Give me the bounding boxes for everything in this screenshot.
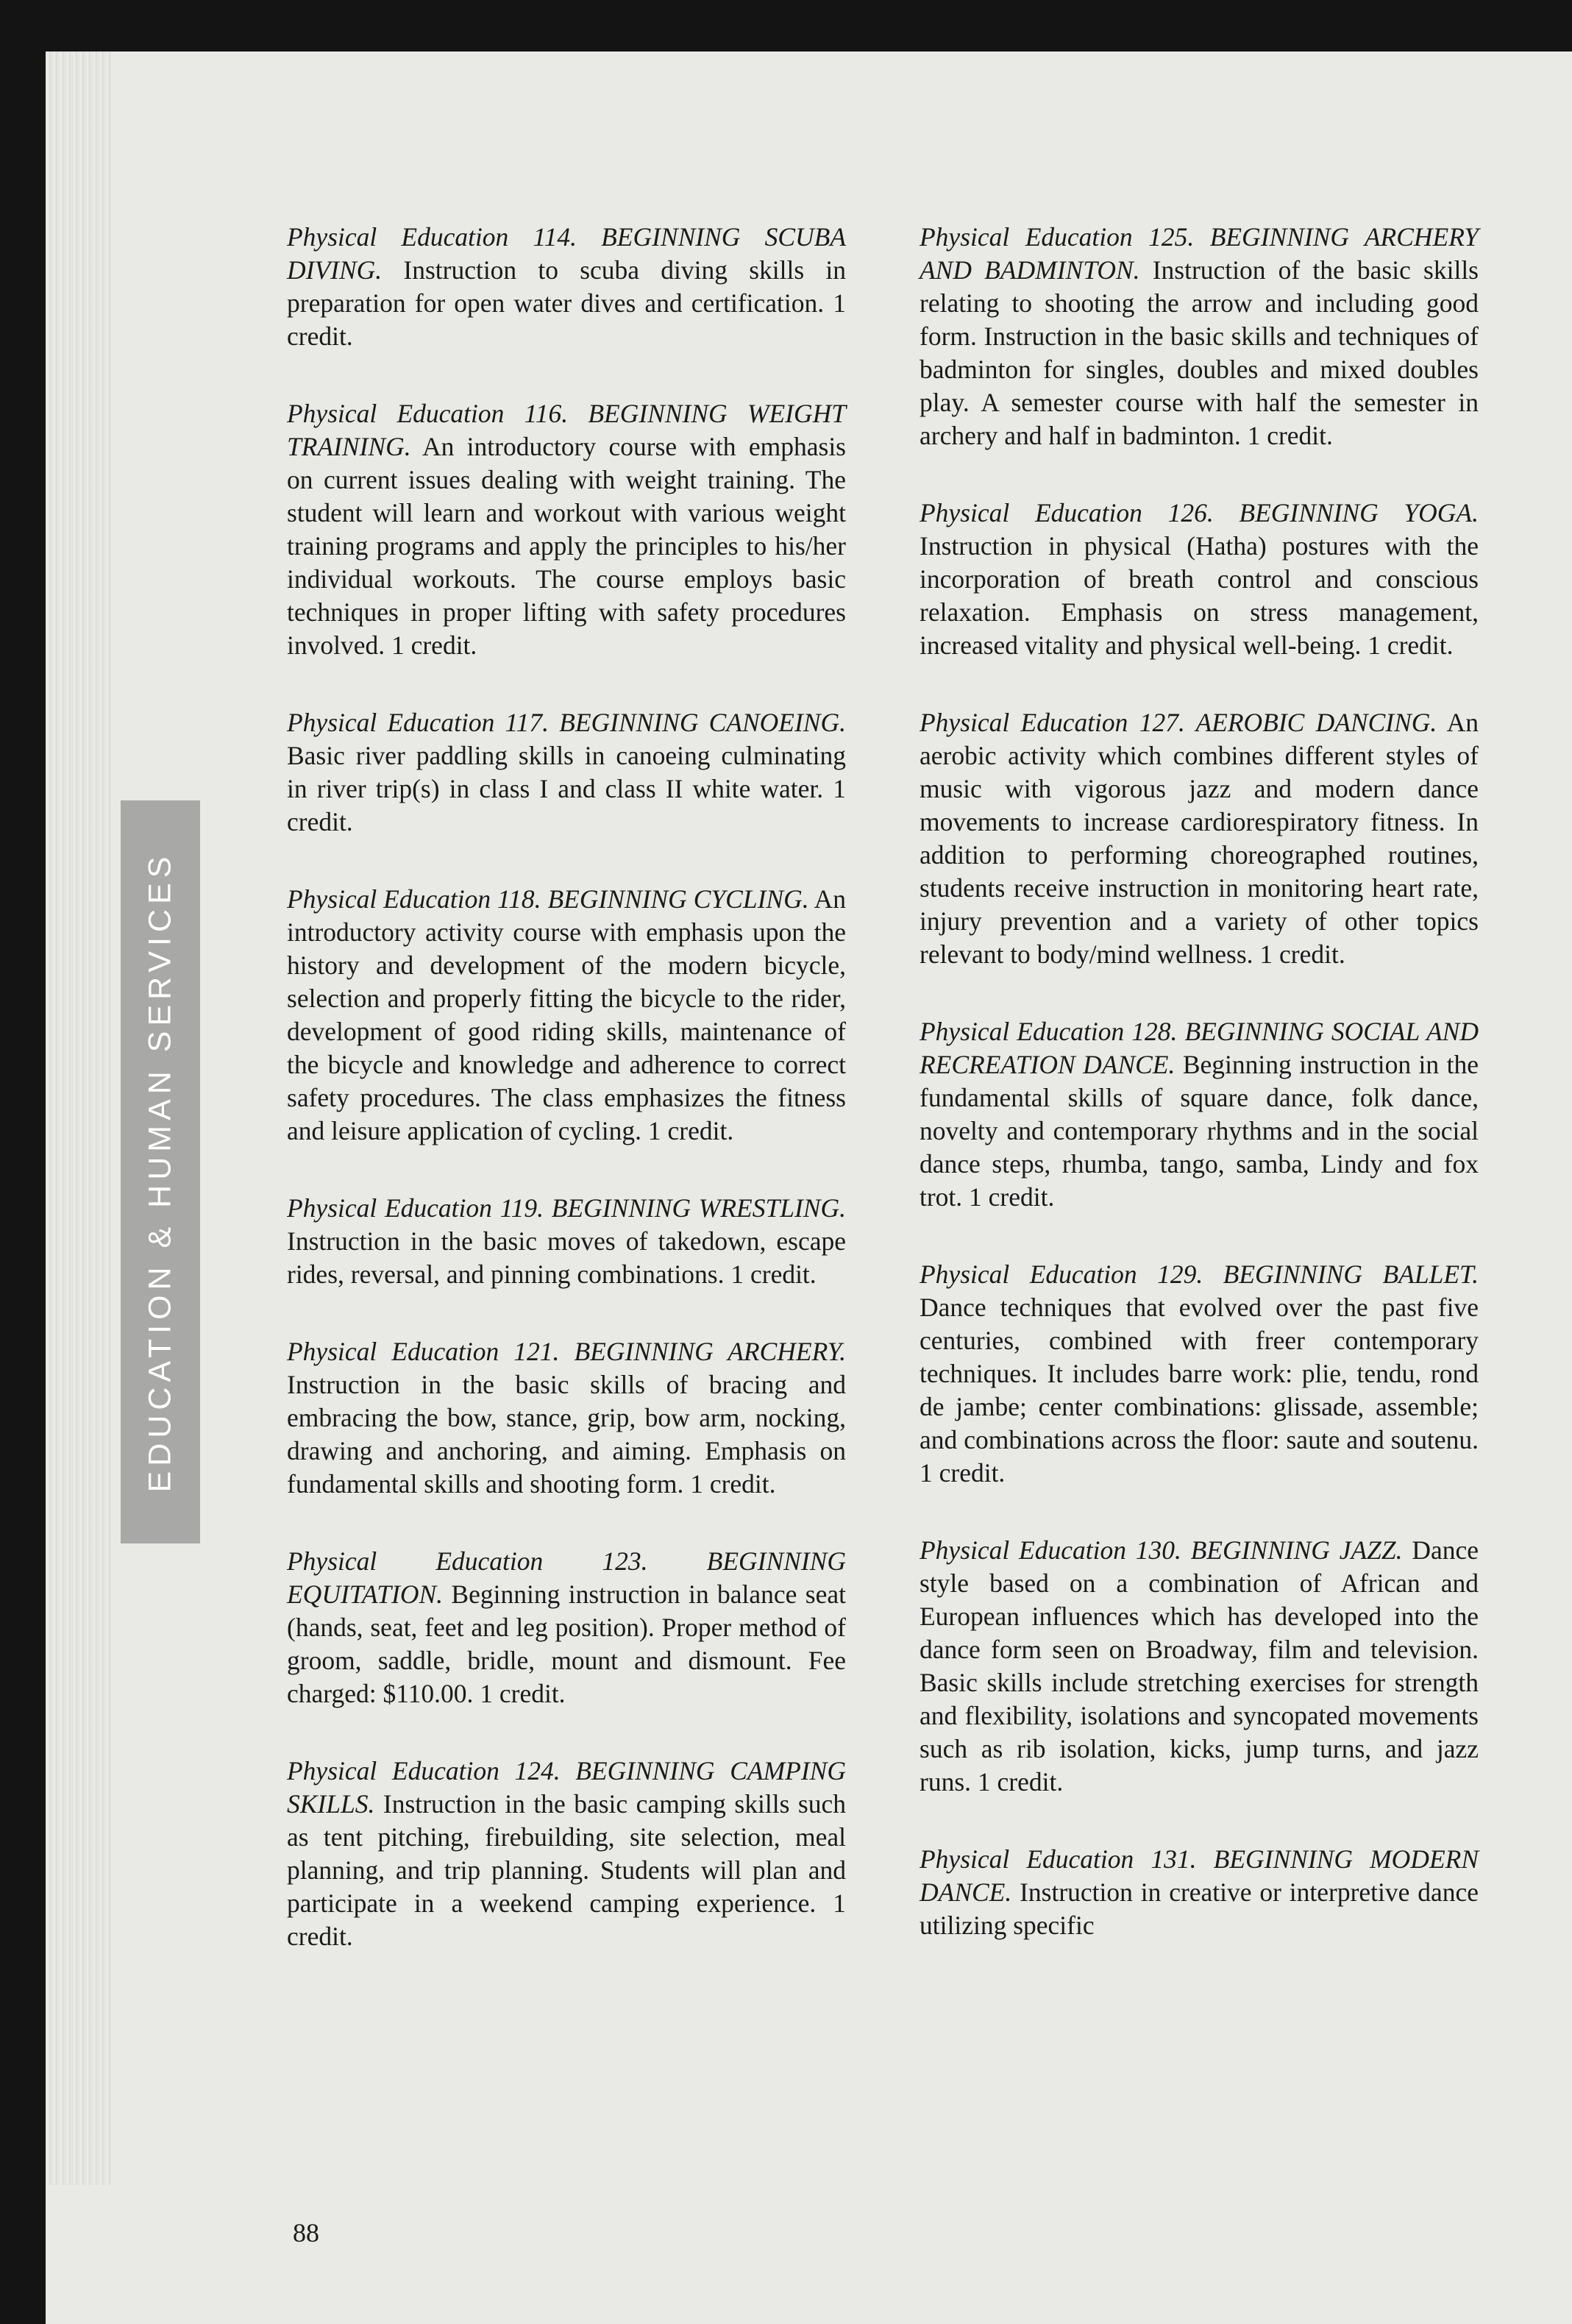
course-title: Physical Education 126. BEGINNING YOGA. (920, 498, 1479, 527)
course-description: An introductory activity course with emphasis upon the history and development of the modern bicycle, selection and properly fitting the bicycle to the rider, development of good riding skills, maintenance of the bicycle and knowledge and adherence to correct safety procedures. The class emphasizes the fitness and leisure application of cycling. 1 credit. (287, 884, 847, 1145)
course-entry-116 (287, 397, 846, 662)
course-description: Instruction in the basic camping skills such as tent pitching, firebuilding, site selection, meal planning, and trip planning. Students will plan and participate in a weekend camping experience. 1 credit. (287, 1789, 846, 1951)
course-entry-123 (287, 1545, 846, 1710)
course-title: Physical Education 130. BEGINNING JAZZ. (920, 1535, 1403, 1565)
section-side-tab (121, 800, 200, 1543)
course-entry-124 (287, 1755, 846, 1953)
course-entry-125 (920, 221, 1479, 452)
course-title: Physical Education 129. BEGINNING BALLET. (920, 1259, 1479, 1289)
course-entry-129 (920, 1258, 1479, 1490)
right-column (920, 221, 1479, 1942)
course-description: Dance techniques that evolved over the past five centuries, combined with freer contemporary techniques. It includes barre work: plie, tendu, rond de jambe; center combinations: glissade, assemble; and combinations across the floor: saute and soutenu. 1 credit. (920, 1293, 1479, 1488)
course-entry-126 (920, 497, 1479, 662)
course-description: An aerobic activity which combines different styles of music with vigorous jazz and modern dance movements to increase cardiorespiratory fitness. In addition to performing choreographed routines, students receive instruction in monitoring heart rate, injury prevention and a variety of other topics relevant to body/mind wellness. 1 credit. (920, 708, 1479, 969)
course-title: Physical Education 127. AEROBIC DANCING. (920, 708, 1437, 737)
course-description: Instruction to scuba diving skills in preparation for open water dives and certification. 1 credit. (287, 255, 846, 351)
course-description: Instruction in physical (Hatha) postures with the incorporation of breath control and conscious relaxation. Emphasis on stress management, increased vitality and physical well-being. 1 credit. (920, 531, 1479, 660)
course-description: Beginning instruction in balance seat (hands, seat, feet and leg position). Proper method of groom, saddle, bridle, mount and dismount. Fee charged: $110.00. 1 credit. (287, 1579, 846, 1708)
course-entry-114 (287, 221, 846, 353)
course-title: Physical Education 124. BEGINNING CAMPING SKILLS. (287, 1756, 846, 1819)
course-entry-130 (920, 1534, 1479, 1799)
course-description: Beginning instruction in the fundamental skills of square dance, folk dance, novelty and contemporary rhythms and in the social dance steps, rhumba, tango, samba, Lindy and fox trot. 1 credit. (920, 1050, 1479, 1212)
course-title: Physical Education 121. BEGINNING ARCHERY. (287, 1337, 846, 1366)
course-description: Instruction of the basic skills relating to shooting the arrow and including good form. Instruction in the basic skills and techniques of badminton for singles, doubles and mixed doubles play. A semester course with half the semester in archery and half in badminton. 1 credit. (920, 255, 1479, 450)
course-description: Instruction in creative or interpretive dance utilizing specific (920, 1877, 1479, 1940)
course-title: Physical Education 131. BEGINNING MODERN DANCE. (920, 1844, 1479, 1907)
course-entry-127 (920, 706, 1479, 971)
left-column (287, 221, 846, 1953)
course-title: Physical Education 119. BEGINNING WRESTLING. (287, 1193, 846, 1223)
page-number: 88 (293, 2218, 319, 2247)
page-edges (46, 51, 112, 2185)
course-description: Instruction in the basic skills of bracing and embracing the bow, stance, grip, bow arm, nocking, drawing and anchoring, and aiming. Emphasis on fundamental skills and shooting form. 1 credit. (287, 1370, 846, 1499)
course-entry-131 (920, 1843, 1479, 1942)
course-title: Physical Education 114. BEGINNING SCUBA DIVING. (287, 222, 846, 285)
course-title: Physical Education 116. BEGINNING WEIGHT TRAINING. (287, 399, 846, 461)
course-description: An introductory course with emphasis on current issues dealing with weight training. The student will learn and workout with various weight training programs and apply the principles to his/her individual workouts. The course employs basic techniques in proper lifting with safety procedures involved. 1 credit. (287, 432, 846, 660)
course-title: Physical Education 117. BEGINNING CANOEING. (287, 708, 846, 737)
course-title: Physical Education 118. BEGINNING CYCLING. (287, 884, 809, 914)
course-description: Basic river paddling skills in canoeing culminating in river trip(s) in class I and class II white water. 1 credit. (287, 741, 846, 836)
course-title: Physical Education 125. BEGINNING ARCHERY AND BADMINTON. (920, 222, 1479, 285)
section-side-tab-label: EDUCATION & HUMAN SERVICES (142, 851, 178, 1493)
course-entry-128 (920, 1015, 1479, 1214)
course-entry-117 (287, 706, 846, 839)
course-description: Instruction in the basic moves of takedown, escape rides, reversal, and pinning combinations. 1 credit. (287, 1226, 846, 1289)
course-entry-119 (287, 1192, 846, 1291)
course-title: Physical Education 128. BEGINNING SOCIAL AND RECREATION DANCE. (920, 1017, 1479, 1079)
course-description: Dance style based on a combination of African and European influences which has developed into the dance form seen on Broadway, film and television. Basic skills include stretching exercises for strength and flexibility, isolations and syncopated movements such as rib isolation, kicks, jump turns, and jazz runs. 1 credit. (920, 1535, 1479, 1797)
course-entry-118 (287, 883, 846, 1148)
course-title: Physical Education 123. BEGINNING EQUITATION. (287, 1546, 846, 1609)
course-entry-121 (287, 1335, 846, 1501)
